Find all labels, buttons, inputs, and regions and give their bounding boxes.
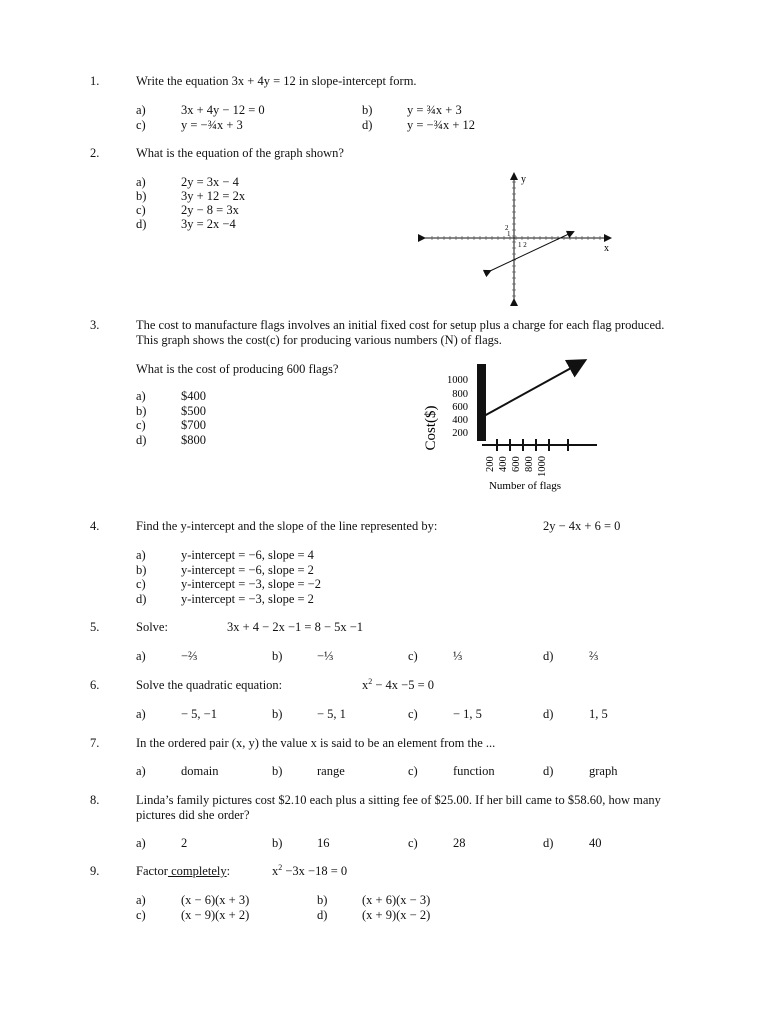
q2-choice-b: 3y + 12 = 2x	[181, 189, 246, 203]
q3-choice-b-label: b)	[136, 404, 147, 418]
q3-x-tick-labels	[485, 456, 548, 477]
q2-choice-a: 2y = 3x − 4	[181, 175, 239, 189]
q8-choice-b-label: b)	[272, 836, 283, 850]
q9-choice-b-label: b)	[317, 893, 328, 907]
question-7-number: 7.	[90, 736, 100, 750]
q3-y-axis-label: Cost($)	[423, 405, 439, 451]
question-1-prompt: Write the equation 3x + 4y = 12 in slope-intercept form.	[136, 74, 417, 88]
q5-choice-c: ⅓	[453, 649, 463, 663]
q8-choice-c-label: c)	[408, 836, 418, 850]
q3-choice-d: $800	[181, 433, 206, 447]
q8-choice-d: 40	[589, 836, 602, 850]
question-6-prompt: Solve the quadratic equation:	[136, 678, 283, 692]
q9-choice-a: (x − 6)(x + 3)	[181, 893, 250, 907]
q8-choice-d-label: d)	[543, 836, 554, 850]
q4-choice-c: y-intercept = −3, slope = −2	[181, 577, 321, 591]
q9-prompt-pre: Factor	[136, 864, 168, 878]
q2-y-axis-label: y	[521, 174, 526, 185]
q5-choice-d: ⅔	[589, 649, 599, 663]
q7-choice-c: function	[453, 764, 495, 778]
q2-choice-d-label: d)	[136, 217, 147, 231]
q8-choice-c: 28	[453, 836, 466, 850]
q3-choice-a-label: a)	[136, 389, 146, 403]
q9-choice-d-label: d)	[317, 908, 328, 922]
q4-choice-a-label: a)	[136, 548, 146, 562]
q6-choice-a-label: a)	[136, 707, 146, 721]
q5-choice-d-label: d)	[543, 649, 554, 663]
q7-choice-c-label: c)	[408, 764, 418, 778]
question-3-number: 3.	[90, 318, 100, 332]
q8-choice-b: 16	[317, 836, 330, 850]
question-5-number: 5.	[90, 620, 100, 634]
q9-choice-b: (x + 6)(x − 3)	[362, 893, 431, 907]
q2-tick-label-y1: 1	[507, 230, 511, 238]
q2-choice-a-label: a)	[136, 175, 146, 189]
question-6-equation	[362, 678, 434, 693]
q3-choice-c-label: c)	[136, 418, 146, 432]
question-7-prompt: In the ordered pair (x, y) the value x is said to be an element from the ...	[136, 736, 496, 750]
q6-choice-b: − 5, 1	[317, 707, 346, 721]
q5-choice-b: −⅓	[317, 649, 334, 663]
q3-choice-d-label: d)	[136, 433, 147, 447]
q3-x-tick-1000: 1000	[537, 456, 548, 477]
q1-choice-c-label: c)	[136, 118, 146, 132]
q3-cost-graph	[418, 356, 604, 496]
q9-choice-c-label: c)	[136, 908, 146, 922]
question-5-equation: 3x + 4 − 2x −1 = 8 − 5x −1	[227, 620, 364, 634]
question-2-number: 2.	[90, 146, 100, 160]
q7-choice-a: domain	[181, 764, 219, 778]
q1-choice-b: y = ¾x + 3	[407, 103, 462, 117]
q2-choice-c: 2y − 8 = 3x	[181, 203, 239, 217]
question-8-number: 8.	[90, 793, 100, 807]
question-5-prompt: Solve:	[136, 620, 168, 634]
q2-tick-label-y2: 2	[505, 224, 509, 232]
q4-choice-b-label: b)	[136, 563, 147, 577]
q1-choice-d-label: d)	[362, 118, 373, 132]
q2-choice-c-label: c)	[136, 203, 146, 217]
q5-choice-a-label: a)	[136, 649, 146, 663]
q3-choice-b: $500	[181, 404, 206, 418]
q4-choice-d-label: d)	[136, 592, 147, 606]
q1-choice-c: y = −¾x + 3	[181, 118, 243, 132]
q9-choice-c: (x − 9)(x + 2)	[181, 908, 250, 922]
q6-choice-d: 1, 5	[589, 707, 608, 721]
question-9-equation	[272, 864, 347, 879]
q7-choice-d-label: d)	[543, 764, 554, 778]
q6-choice-b-label: b)	[272, 707, 283, 721]
q2-ticks	[432, 182, 600, 296]
q2-x-axis-label: x	[604, 243, 609, 254]
q6-eq-rest: − 4x −5 = 0	[372, 678, 435, 692]
q5-choice-a: −⅔	[181, 649, 198, 663]
q4-choice-b: y-intercept = −6, slope = 2	[181, 563, 314, 577]
q9-eq-exponent: 2	[278, 862, 283, 872]
question-8-prompt: Linda’s family pictures cost $2.10 each plus a sitting fee of $25.00. If her bill came to $58.60, how many pictures did she order?	[136, 793, 661, 822]
q8-choice-a: 2	[181, 836, 188, 850]
q2-tick-label-x: 1 2	[518, 241, 527, 249]
q6-choice-c-label: c)	[408, 707, 418, 721]
q9-eq-var: x	[272, 864, 279, 878]
q9-choice-d: (x + 9)(x − 2)	[362, 908, 431, 922]
q9-prompt-underlined: completely	[167, 864, 227, 878]
q1-choice-a: 3x + 4y − 12 = 0	[181, 103, 265, 117]
q4-choice-d: y-intercept = −3, slope = 2	[181, 592, 314, 606]
q3-y-tick-200: 200	[452, 428, 468, 439]
q6-choice-c: − 1, 5	[453, 707, 482, 721]
q7-choice-b: range	[317, 764, 345, 778]
q3-choice-a: $400	[181, 389, 206, 403]
q6-choice-d-label: d)	[543, 707, 554, 721]
q6-eq-var: x	[362, 678, 369, 692]
q3-y-axis-bar	[477, 364, 486, 441]
q3-y-tick-labels	[447, 375, 468, 439]
q5-choice-c-label: c)	[408, 649, 418, 663]
q3-x-axis-label: Number of flags	[488, 480, 562, 492]
q7-choice-d: graph	[589, 764, 618, 778]
question-4-equation: 2y − 4x + 6 = 0	[543, 519, 621, 533]
q6-eq-exponent: 2	[368, 676, 373, 686]
q3-y-tick-1000: 1000	[447, 375, 468, 386]
question-3-prompt: The cost to manufacture flags involves an initial fixed cost for setup plus a charge for each flag produced. This graph shows the cost(c) for producing various numbers (N) of flags.	[136, 318, 665, 347]
q3-x-tick-600: 600	[511, 456, 522, 472]
question-9-prompt	[136, 864, 230, 879]
q3-cost-line	[484, 362, 582, 416]
q4-choice-c-label: c)	[136, 577, 146, 591]
question-2-prompt: What is the equation of the graph shown?	[136, 146, 344, 160]
question-4-prompt: Find the y-intercept and the slope of the line represented by:	[136, 519, 438, 533]
q9-prompt-post: :	[226, 864, 231, 878]
question-4-number: 4.	[90, 519, 100, 533]
q2-choice-d: 3y = 2x −4	[181, 217, 236, 231]
q1-choice-d: y = −¾x + 12	[407, 118, 476, 132]
q2-coordinate-graph	[418, 168, 618, 306]
question-1-number: 1.	[90, 74, 100, 88]
q9-eq-rest: −3x −18 = 0	[282, 864, 348, 878]
q6-choice-a: − 5, −1	[181, 707, 217, 721]
q3-x-tick-200: 200	[485, 456, 496, 472]
q7-choice-a-label: a)	[136, 764, 146, 778]
q5-choice-b-label: b)	[272, 649, 283, 663]
q3-choice-c: $700	[181, 418, 206, 432]
q8-choice-a-label: a)	[136, 836, 146, 850]
q7-choice-b-label: b)	[272, 764, 283, 778]
q3-x-tick-800: 800	[524, 456, 535, 472]
question-9-number: 9.	[90, 864, 100, 878]
q1-choice-a-label: a)	[136, 103, 146, 117]
q3-y-tick-800: 800	[452, 389, 468, 400]
question-6-number: 6.	[90, 678, 100, 692]
q1-choice-b-label: b)	[362, 103, 373, 117]
q2-choice-b-label: b)	[136, 189, 147, 203]
q3-y-tick-400: 400	[452, 415, 468, 426]
question-3-prompt-2: What is the cost of producing 600 flags?	[136, 362, 339, 376]
q9-choice-a-label: a)	[136, 893, 146, 907]
q4-choice-a: y-intercept = −6, slope = 4	[181, 548, 314, 562]
q3-x-tick-400: 400	[498, 456, 509, 472]
q3-y-tick-600: 600	[452, 402, 468, 413]
